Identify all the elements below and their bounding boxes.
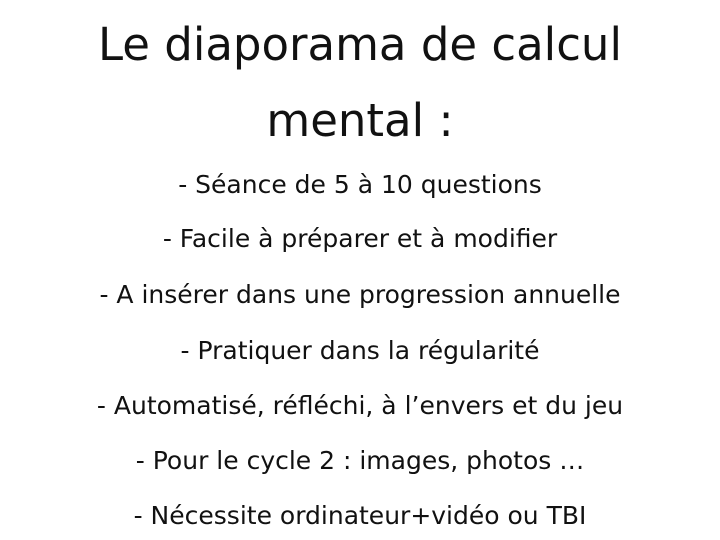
- bullet-item: - Séance de 5 à 10 questions: [178, 170, 542, 199]
- bullet-item: - Pour le cycle 2 : images, photos …: [135, 446, 585, 475]
- bullet-item: - Facile à préparer et à modifier: [162, 224, 558, 253]
- bullet-item: - Nécessite ordinateur+vidéo ou TBI: [133, 501, 587, 530]
- bullet-item: - Pratiquer dans la régularité: [180, 336, 540, 365]
- bullet-item: - A insérer dans une progression annuelle: [99, 280, 621, 309]
- slide-title-line-1: Le diaporama de calcul: [98, 18, 622, 71]
- slide-title-line-2: mental :: [266, 94, 454, 147]
- bullet-item: - Automatisé, réfléchi, à l’envers et du jeu: [96, 391, 624, 420]
